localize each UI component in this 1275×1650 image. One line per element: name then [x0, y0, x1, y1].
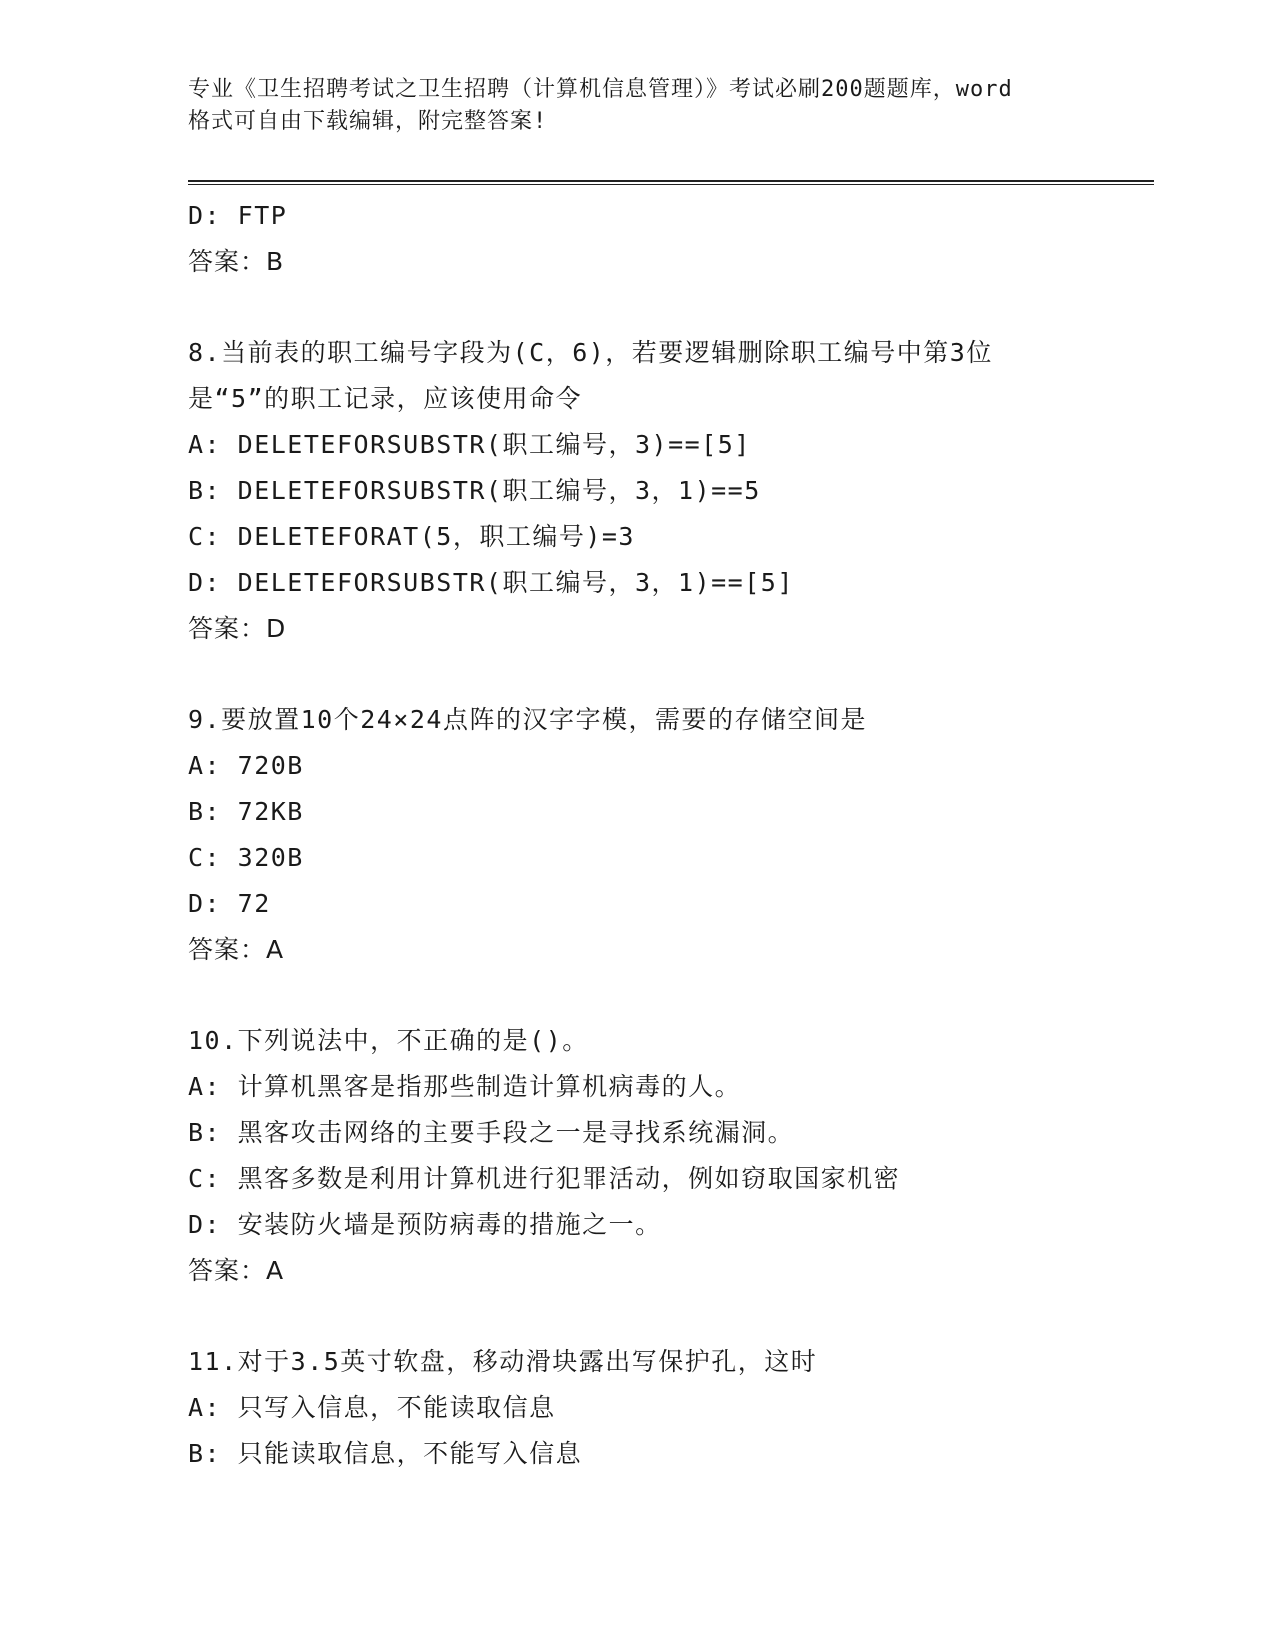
option-c: C: DELETEFORAT(5，职工编号)=3 [188, 522, 635, 551]
option-d: D: DELETEFORSUBSTR(职工编号，3，1)==[5] [188, 568, 794, 597]
answer-line: 答案：A [188, 1256, 285, 1285]
option-d: D: 72 [188, 889, 271, 918]
option-b: B: 72KB [188, 797, 304, 826]
question-stem: 10.下列说法中，不正确的是()。 [188, 1026, 589, 1055]
answer-line: 答案：A [188, 935, 285, 964]
option-a: A: 只写入信息，不能读取信息 [188, 1393, 556, 1422]
question-10 [188, 1018, 1154, 1294]
answer-line: 答案：B [188, 247, 285, 276]
option-a: A: 计算机黑客是指那些制造计算机病毒的人。 [188, 1072, 742, 1101]
option-a: A: 720B [188, 751, 304, 780]
question-9 [188, 697, 1154, 973]
option-a: A: DELETEFORSUBSTR(职工编号，3)==[5] [188, 430, 751, 459]
question-stem: 9.要放置10个24×24点阵的汉字字模，需要的存储空间是 [188, 705, 867, 734]
option-d: D: 安装防火墙是预防病毒的措施之一。 [188, 1210, 662, 1239]
question-7-tail [188, 193, 1154, 285]
spacer [188, 973, 1154, 1018]
document-body [188, 193, 1154, 1477]
option-b: B: 黑客攻击网络的主要手段之一是寻找系统漏洞。 [188, 1118, 795, 1147]
option-b: B: 只能读取信息，不能写入信息 [188, 1439, 583, 1468]
spacer [188, 1294, 1154, 1339]
question-stem: 8.当前表的职工编号字段为(C，6)，若要逻辑删除职工编号中第3位 [188, 338, 993, 367]
option-c: C: 320B [188, 843, 304, 872]
option-c: C: 黑客多数是利用计算机进行犯罪活动，例如窃取国家机密 [188, 1164, 901, 1193]
option-b: B: DELETEFORSUBSTR(职工编号，3，1)==5 [188, 476, 761, 505]
option-d: D: FTP [188, 201, 288, 230]
spacer [188, 652, 1154, 697]
question-stem: 11.对于3.5英寸软盘，移动滑块露出写保护孔，这时 [188, 1347, 818, 1376]
answer-line: 答案：D [188, 614, 287, 643]
header-line-1: 专业《卫生招聘考试之卫生招聘（计算机信息管理）》考试必刷200题题库，word [188, 77, 1013, 102]
document-header [188, 74, 1088, 138]
header-line-2: 格式可自由下载编辑，附完整答案! [188, 109, 548, 134]
spacer [188, 285, 1154, 330]
question-11 [188, 1339, 1154, 1477]
question-stem: 是“5”的职工记录，应该使用命令 [188, 384, 583, 413]
question-8 [188, 330, 1154, 652]
header-divider-thick [188, 180, 1154, 182]
header-divider-thin [188, 184, 1154, 185]
